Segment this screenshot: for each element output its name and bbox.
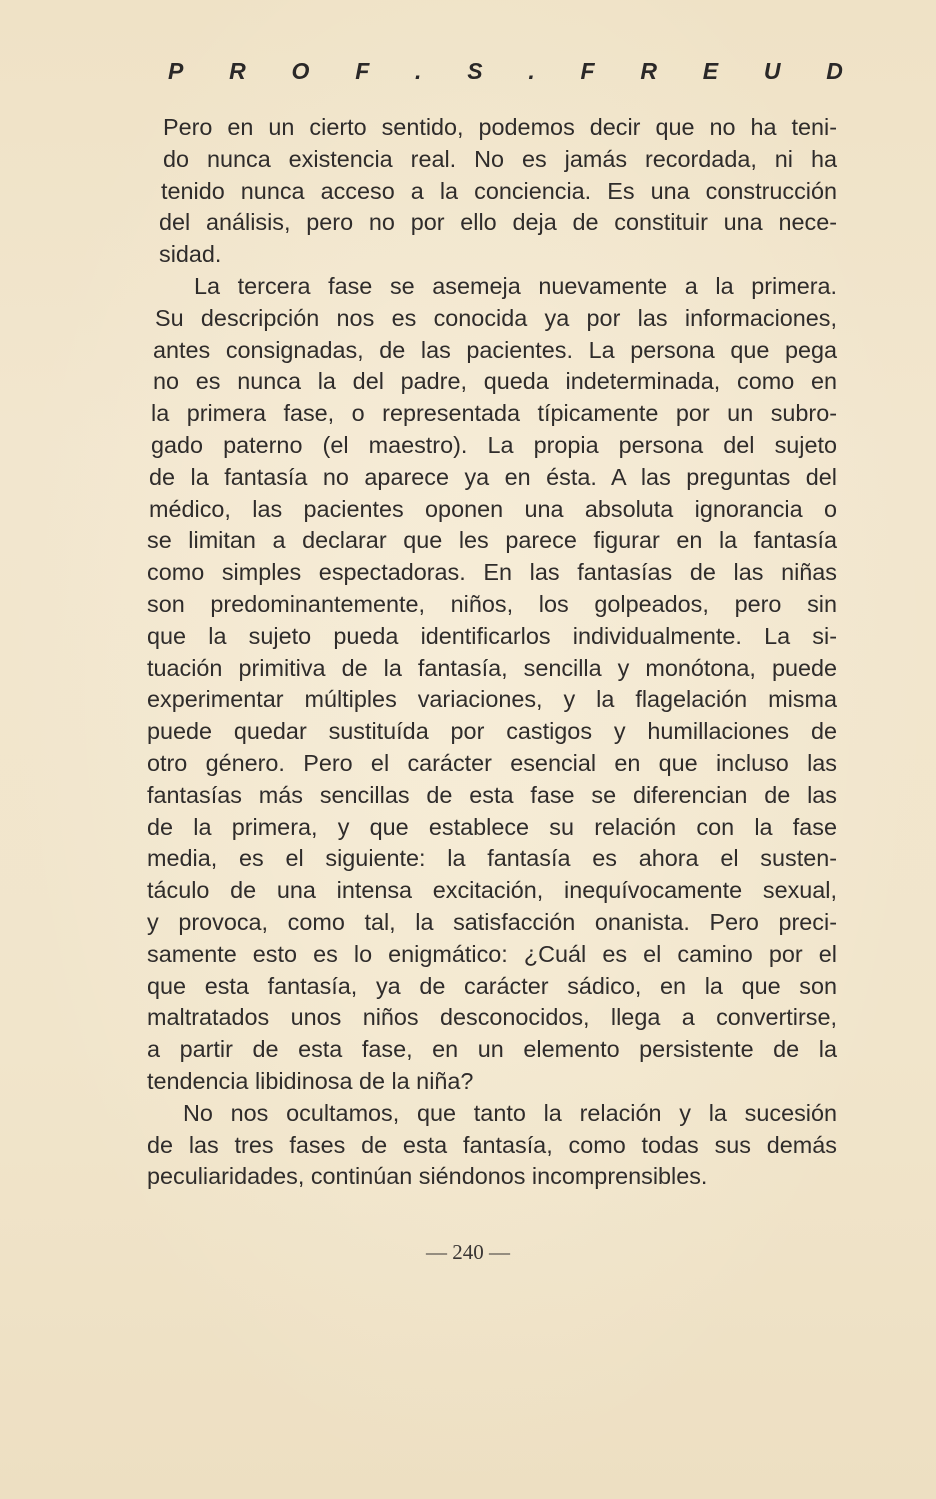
text-line: de la primera, y que establece su relación con la fase <box>147 813 837 840</box>
text-line: a partir de esta fase, en un elemento persistente de la <box>147 1036 837 1063</box>
running-head-letter: R <box>640 58 657 84</box>
running-head <box>168 58 843 85</box>
running-head-letter: D <box>826 58 843 84</box>
text-line: tenido nunca acceso a la conciencia. Es una construcción <box>161 177 837 204</box>
text-line: maltratados unos niños desconocidos, llega a convertirse, <box>147 1004 837 1031</box>
running-head-letter: F <box>355 58 370 84</box>
paragraph <box>147 112 837 271</box>
text-line: otro género. Pero el carácter esencial en que incluso las <box>147 749 837 776</box>
text-line: tendencia libidinosa de la niña? <box>147 1067 474 1094</box>
text-line: que esta fantasía, ya de carácter sádico, en la que son <box>147 972 837 999</box>
text-line: do nunca existencia real. No es jamás recordada, ni ha <box>163 145 837 172</box>
text-line: del análisis, pero no por ello deja de constituir una nece- <box>159 209 837 236</box>
text-line: peculiaridades, continúan siéndonos incomprensibles. <box>147 1163 708 1190</box>
text-line: puede quedar sustituída por castigos y humillaciones de <box>147 718 837 745</box>
text-line: son predominantemente, niños, los golpeados, pero sin <box>147 590 837 617</box>
text-line: No nos ocultamos, que tanto la relación y la sucesión <box>183 1099 837 1126</box>
running-head-letter: . <box>415 58 422 84</box>
text-line: fantasías más sencillas de esta fase se diferencian de las <box>147 781 837 808</box>
running-head-letter: S <box>467 58 483 84</box>
page-number: — 240 — <box>426 1240 510 1264</box>
text-line: samente esto es lo enigmático: ¿Cuál es el camino por el <box>147 940 837 967</box>
text-line: médico, las pacientes oponen una absoluta ignorancia o <box>149 495 837 522</box>
text-line: se limitan a declarar que les parece figurar en la fantasía <box>147 527 837 554</box>
running-head-letter: R <box>229 58 246 84</box>
running-head-letter: O <box>291 58 310 84</box>
running-head-letter: U <box>763 58 781 84</box>
running-head-letter: F <box>580 58 595 84</box>
text-line: y provoca, como tal, la satisfacción onanista. Pero preci- <box>147 908 837 935</box>
paragraph <box>147 271 837 1098</box>
text-line: Su descripción nos es conocida ya por las informaciones, <box>155 304 837 331</box>
paragraph <box>147 1098 837 1193</box>
text-line: no es nunca la del padre, queda indeterminada, como en <box>153 368 837 395</box>
text-line: la primera fase, o representada típicamente por un subro- <box>151 400 837 427</box>
text-line: sidad. <box>159 241 222 268</box>
text-line: media, es el siguiente: la fantasía es ahora el susten- <box>147 845 837 872</box>
text-line: gado paterno (el maestro). La propia persona del sujeto <box>151 431 837 458</box>
running-head-letter: E <box>702 58 719 84</box>
text-line: como simples espectadoras. En las fantasías de las niñas <box>147 559 837 586</box>
running-head-letter: . <box>528 58 535 84</box>
text-line: Pero en un cierto sentido, podemos decir que no ha teni- <box>163 114 837 140</box>
text-line: de la fantasía no aparece ya en ésta. A las preguntas del <box>149 463 837 490</box>
running-head-letter: P <box>168 58 184 84</box>
text-line: experimentar múltiples variaciones, y la flagelación misma <box>147 686 837 713</box>
text-line: La tercera fase se asemeja nuevamente a la primera. <box>194 272 837 299</box>
text-line: táculo de una intensa excitación, inequívocamente sexual, <box>147 877 837 904</box>
text-line: tuación primitiva de la fantasía, sencilla y monótona, puede <box>147 654 837 681</box>
text-line: que la sujeto pueda identificarlos individualmente. La si- <box>147 622 837 649</box>
text-line: antes consignadas, de las pacientes. La persona que pega <box>153 336 837 363</box>
text-line: de las tres fases de esta fantasía, como todas sus demás <box>147 1131 837 1158</box>
body-text <box>147 112 837 1193</box>
